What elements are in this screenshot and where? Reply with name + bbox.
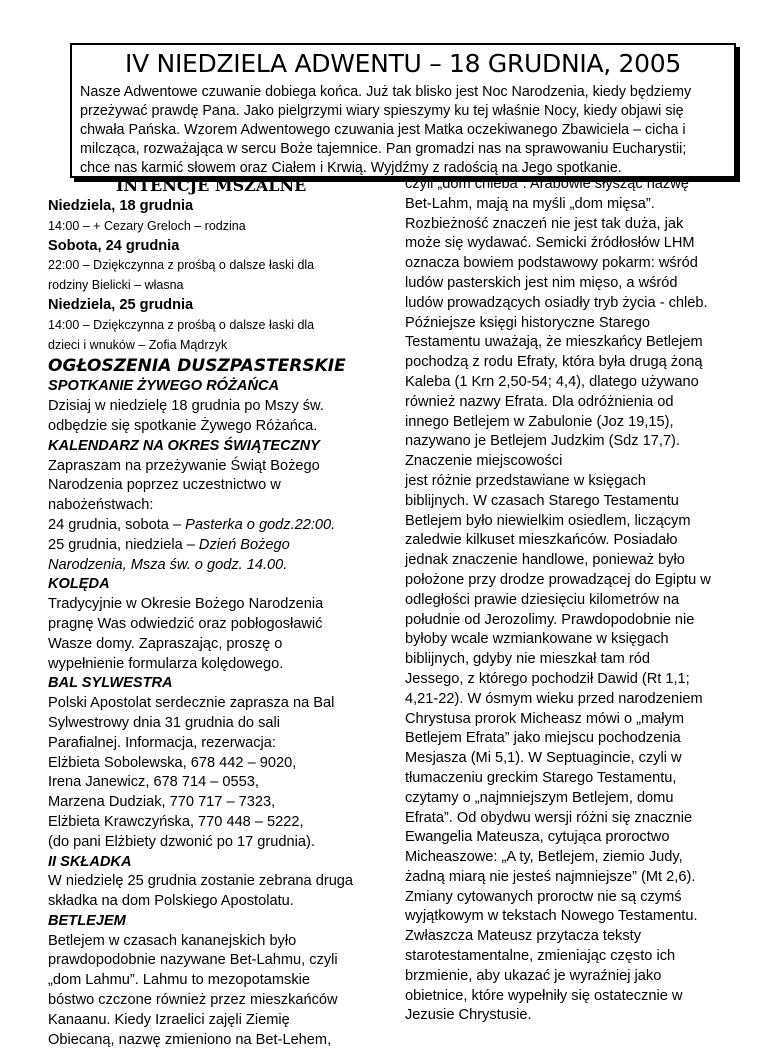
- article-line: 4,21-22). W ósmym wieku przed narodzeniem: [405, 690, 703, 707]
- section-title-bal: BAL SYLWESTRA: [48, 675, 173, 692]
- article-line: również nazwy Efrata. Dla odróżnienia od: [405, 393, 674, 410]
- article-line: Jezusie Chrystusie.: [405, 1007, 532, 1024]
- article-line: innego Betlejem w Zabulonie (Joz 19,15),: [405, 413, 674, 430]
- article-line: oznacza bowiem podstawowy pokarm: wśród: [405, 255, 698, 272]
- text-line: wypełnienie formularza kolędowego.: [48, 655, 284, 672]
- article-line: Bet-Lahm, mają na myśli „dom mięsa”.: [405, 195, 655, 212]
- text-line: (do pani Elżbiety dzwonić po 17 grudnia).: [48, 833, 315, 850]
- text-line: Narodzenia, Msza św. o godz. 14.00.: [48, 556, 288, 573]
- article-line: pochodzą z rodu Efraty, która była drugą żoną: [405, 354, 703, 371]
- contact-line: Irena Janewicz, 678 714 – 0553,: [48, 774, 259, 791]
- ogloszenia-heading: OGŁOSZENIA DUSZPASTERSKIE: [48, 356, 346, 377]
- intencje-date: Niedziela, 18 grudnia: [48, 198, 194, 214]
- article-line: Jessego, z którego pochodził Dawid (Rt 1,1;: [405, 670, 690, 687]
- section-title-betlejem: BETLEJEM: [48, 912, 126, 929]
- schedule-date: 25 grudnia, niedziela –: [48, 536, 199, 553]
- article-line: starotestamentalne, zmieniając często ich: [405, 948, 676, 965]
- intro-paragraph: [80, 83, 734, 178]
- article-line: jednak znaczenie handlowe, ponieważ było: [405, 552, 685, 569]
- intro-line: chce nas karmić słowem oraz Ciałem i Krwią. Wyjdźmy z radością na Jego spotkanie.: [80, 160, 622, 176]
- intencje-entry: 22:00 – Dziękczynna z prośbą o dalsze łaski dla: [48, 258, 315, 273]
- article-line: Betlejem było niewielkim osiedlem, liczącym: [405, 512, 691, 529]
- text-line: Dzisiaj w niedzielę 18 grudnia po Mszy św.: [48, 398, 324, 415]
- article-line: biblijnych, gdyby nie mieszkał tam ród: [405, 651, 650, 668]
- article-line: zaledwie kilkuset mieszkańców. Posiadało: [405, 532, 678, 549]
- article-line: jest różnie przedstawiane w księgach: [405, 472, 646, 489]
- article-line: może się wydawać. Semicki źródłosłów LHM: [405, 235, 695, 252]
- text-line: prawdopodobnie nazywane Bet-Lahmu, czyli: [48, 952, 338, 969]
- text-line: bóstwo czczone również przez mieszkańców: [48, 992, 338, 1009]
- article-line: obietnice, które wypełniły się ostatecznie w: [405, 987, 683, 1004]
- article-line: brzmienie, aby ukazać je wyraźniej jako: [405, 967, 662, 984]
- text-line: odbędzie się spotkanie Żywego Różańca.: [48, 417, 318, 434]
- schedule-event: Pasterka o godz.22:00.: [185, 516, 336, 533]
- contact-line: Marzena Dudziak, 770 717 – 7323,: [48, 794, 276, 811]
- text-line: Obiecaną, nazwę zmieniono na Bet-Lehem,: [48, 1031, 332, 1048]
- article-line: południe od Jerozolimy. Prawdopodobnie nie: [405, 611, 695, 628]
- article-line: Betlejem Efrata” jako miejscu pochodzenia: [405, 730, 681, 747]
- text-line: Parafialnej. Informacja, rezerwacja:: [48, 734, 276, 751]
- text-line: W niedzielę 25 grudnia zostanie zebrana druga: [48, 873, 354, 890]
- header-box: [70, 43, 736, 178]
- text-line: [48, 516, 378, 536]
- text-line: Wasze domy. Zapraszając, proszę o: [48, 635, 283, 652]
- article-line: Micheaszowe: „A ty, Betlejem, ziemio Judy,: [405, 849, 683, 866]
- section-title-kalendarz: KALENDARZ NA OKRES ŚWIĄTECZNY: [48, 437, 320, 454]
- intro-line: milcząca, rozważająca w sercu Boże tajemnice. Pan gromadzi nas na sprawowaniu Eucharystii;: [80, 141, 687, 157]
- text-line: pragnę Was odwiedzić oraz pobłogosławić: [48, 615, 323, 632]
- article-line: biblijnych. W czasach Starego Testamentu: [405, 492, 679, 509]
- intro-line: chwała Pańska. Wzorem Adwentowego czuwania jest Matka oczekiwanego Zbawiciela – cicha i: [80, 122, 686, 138]
- text-line: Polski Apostolat serdecznie zaprasza na Bal: [48, 695, 335, 712]
- article-line: Rozbieżność znaczeń nie jest tak duża, jak: [405, 215, 684, 232]
- article-line: położone przy drodze prowadzącej do Egiptu w: [405, 571, 711, 588]
- article-line: ludów prowadzących osiadły tryb życia - chleb.: [405, 294, 708, 311]
- contact-line: Elżbieta Krawczyńska, 770 448 – 5222,: [48, 813, 304, 830]
- intro-line: Nasze Adwentowe czuwanie dobiega końca. Już tak blisko jest Noc Narodzenia, kiedy będziemy: [80, 84, 692, 100]
- article-line: nazywano je Betlejem Judzkim (Sdz 17,7).: [405, 433, 680, 450]
- text-line: Narodzenia poprzez uczestnictwo w: [48, 477, 281, 494]
- schedule-date: 24 grudnia, sobota –: [48, 516, 186, 533]
- section-title-spotkanie: SPOTKANIE ŻYWEGO RÓŻAŃCA: [48, 378, 280, 395]
- article-line: Zwłaszcza Mateusz przytacza teksty: [405, 928, 642, 945]
- section-title-skladka: II SKŁADKA: [48, 853, 132, 870]
- text-line: Kanaanu. Kiedy Izraelici zajęli Ziemię: [48, 1011, 290, 1028]
- contact-line: Elżbieta Sobolewska, 678 442 – 9020,: [48, 754, 297, 771]
- text-line: [48, 536, 378, 556]
- article-line: Testamentu uważają, że mieszkańcy Betlejem: [405, 334, 703, 351]
- intencje-date: Niedziela, 25 grudnia: [48, 296, 194, 313]
- article-line: żadną miarą nie jesteś najmniejsze” (Mt 2,6).: [405, 868, 696, 885]
- left-column: [48, 175, 378, 1050]
- article-line: odległości prawie dziesięciu kilometrów na: [405, 591, 680, 608]
- article-line: Późniejsze księgi historyczne Starego: [405, 314, 650, 331]
- intencje-entry: 14:00 – + Cezary Greloch – rodzina: [48, 218, 246, 233]
- text-line: nabożeństwach:: [48, 497, 154, 514]
- text-line: składka na dom Polskiego Apostolatu.: [48, 893, 294, 910]
- text-line: „dom Lahmu”. Lahmu to mezopotamskie: [48, 972, 310, 989]
- intencje-date: Sobota, 24 grudnia: [48, 237, 180, 254]
- article-line: Mesjasza (Mi 5,1). W Septuagincie, czyli w: [405, 750, 682, 767]
- article-line: czytamy o „najmniejszym Betlejem, domu: [405, 789, 674, 806]
- article-line: Kaleba (1 Krn 2,50-54; 4,4), dlatego używano: [405, 373, 699, 390]
- page-title: IV NIEDZIELA ADWENTU – 18 GRUDNIA, 2005: [125, 49, 681, 78]
- article-line: tłumaczeniu greckim Starego Testamentu,: [405, 769, 677, 786]
- intro-line: przeżywać prawdę Pana. Jako pielgrzymi wiary spieszymy ku tej właśnie Nocy, kiedy objawi się: [80, 103, 684, 119]
- article-line: Chrystusa prorok Micheasz mówi o „małym: [405, 710, 684, 727]
- text-line: Betlejem w czasach kananejskich było: [48, 932, 297, 949]
- intencje-heading: INTENCJE MSZALNE: [116, 176, 307, 195]
- right-column: [405, 175, 735, 1026]
- section-title-koleda: KOLĘDA: [48, 576, 110, 593]
- article-line: wyjątkowym w tekstach Nowego Testamentu.: [405, 908, 698, 925]
- article-line: Zmiany cytowanych proroctw nie są czymś: [405, 888, 682, 905]
- article-line: Efrata”. Od obydwu wersji różni się znacznie: [405, 809, 693, 826]
- intencje-entry: 14:00 – Dziękczynna z prośbą o dalsze łaski dla: [48, 317, 315, 332]
- article-line: Znaczenie miejscowości: [405, 453, 563, 470]
- intencje-entry: dzieci i wnuków – Zofia Mądrzyk: [48, 337, 228, 352]
- text-line: Tradycyjnie w Okresie Bożego Narodzenia: [48, 596, 324, 613]
- text-line: Sylwestrowy dnia 31 grudnia do sali: [48, 714, 281, 731]
- intencje-entry: rodziny Bielicki – własna: [48, 278, 184, 293]
- schedule-event: Dzień Bożego: [198, 536, 290, 553]
- article-line: byłoby wcale wzmiankowane w księgach: [405, 631, 669, 648]
- article-line: ludów pasterskich jest nim mięso, a wśród: [405, 274, 678, 291]
- article-line: czyli „dom chleba”. Arabowie słysząc nazwę: [405, 176, 689, 192]
- text-line: Zapraszam na przeżywanie Świąt Bożego: [48, 457, 320, 474]
- article-line: Ewangelia Mateusza, cytująca proroctwo: [405, 829, 670, 846]
